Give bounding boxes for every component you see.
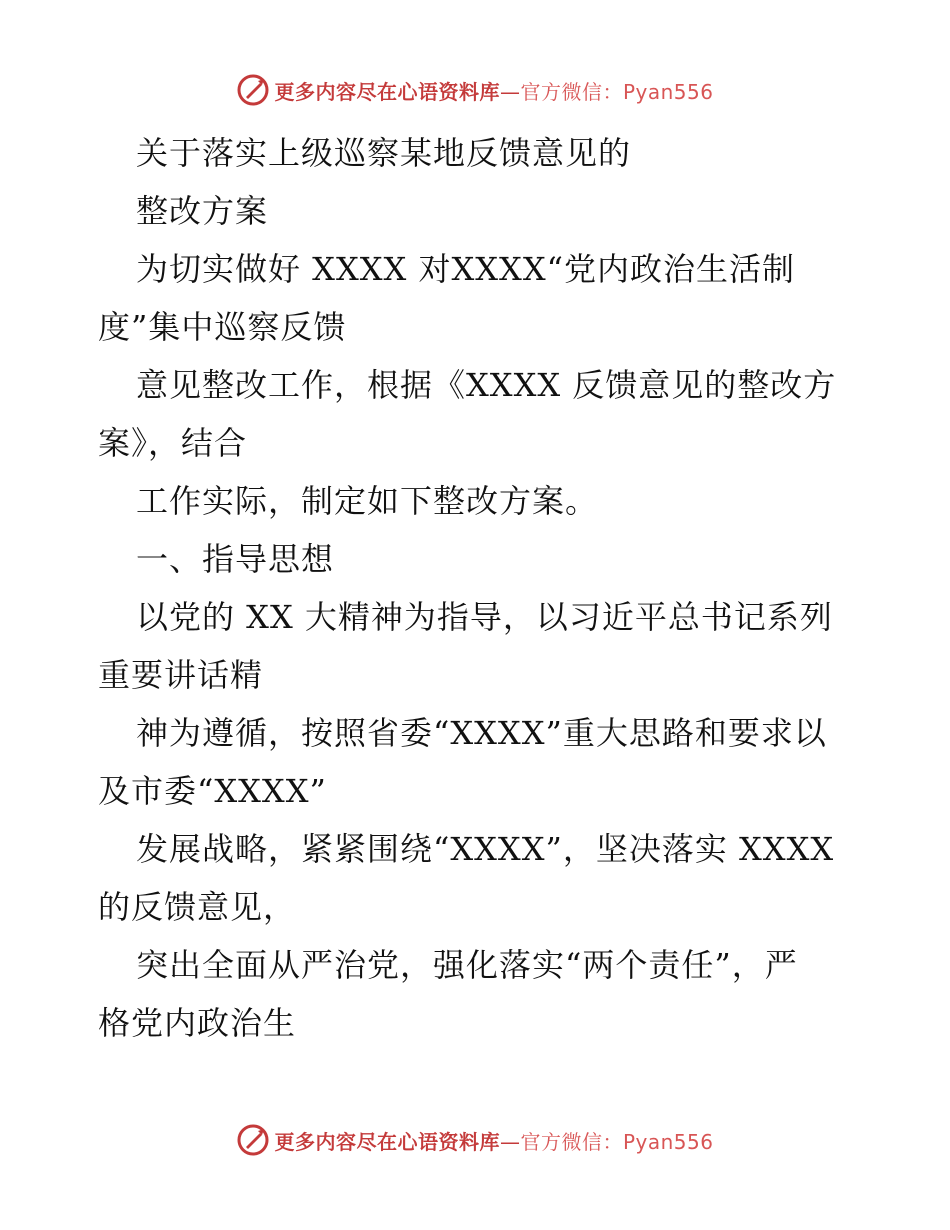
doc-line: 度”集中巡察反馈: [98, 308, 347, 346]
doc-line: 重要讲话精: [98, 656, 264, 694]
doc-line: 发展战略，紧紧围绕“XXXX”，坚决落实 XXXX: [136, 830, 835, 868]
footer-watermark: [0, 1120, 950, 1160]
quill-logo-icon: [236, 73, 270, 107]
doc-line: 的反馈意见，: [98, 888, 297, 926]
doc-line: 意见整改工作，根据《XXXX 反馈意见的整改方: [136, 366, 837, 404]
doc-line: 一、指导思想: [136, 540, 335, 578]
doc-line: 及市委“XXXX”: [98, 772, 327, 810]
watermark-text: 更多内容尽在心语资料库—官方微信：Pyan556: [274, 1129, 714, 1154]
doc-line: 关于落实上级巡察某地反馈意见的: [136, 134, 632, 172]
doc-line: 神为遵循，按照省委“XXXX”重大思路和要求以: [136, 714, 827, 752]
doc-line: 案》，结合: [98, 424, 248, 462]
doc-line: 工作实际，制定如下整改方案。: [136, 482, 599, 520]
doc-line: 格党内政治生: [98, 1004, 297, 1042]
quill-logo-icon: [236, 1123, 270, 1157]
document-body: [98, 124, 858, 1052]
doc-line: 为切实做好 XXXX 对XXXX“党内政治生活制: [136, 250, 795, 288]
doc-line: 突出全面从严治党，强化落实“两个责任”，严: [136, 946, 798, 984]
doc-line: 整改方案: [136, 192, 269, 230]
watermark-text: 更多内容尽在心语资料库—官方微信：Pyan556: [274, 79, 714, 104]
header-watermark: [0, 70, 950, 110]
doc-line: 以党的 XX 大精神为指导，以习近平总书记系列: [136, 598, 833, 636]
